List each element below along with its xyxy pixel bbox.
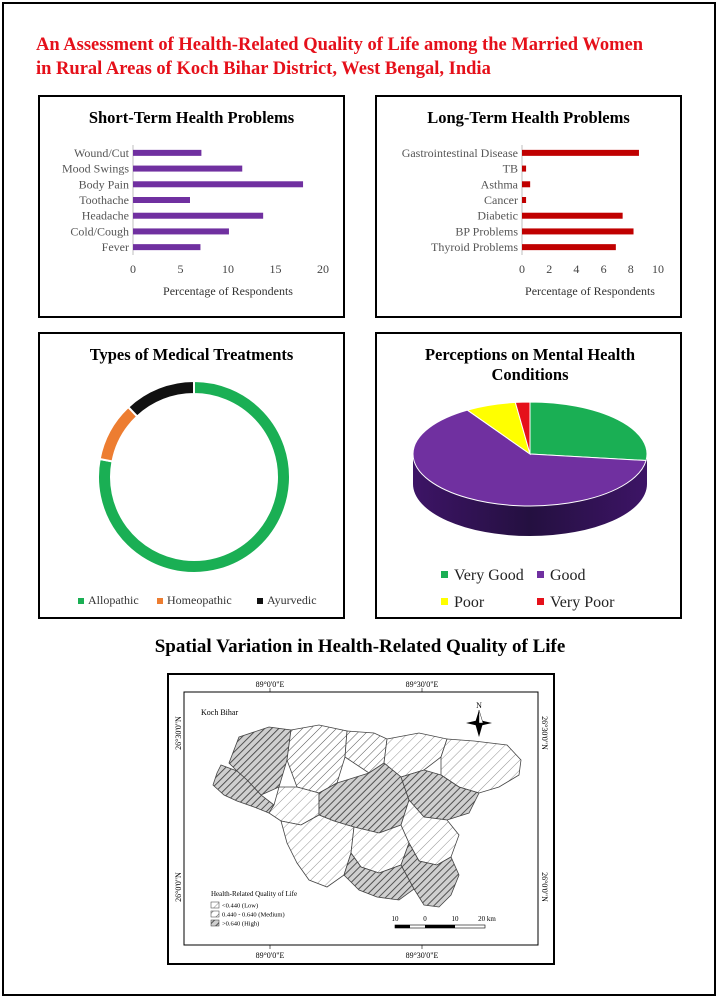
short-term-panel xyxy=(38,95,345,318)
bar xyxy=(522,197,526,203)
bar xyxy=(522,166,526,172)
y-tick-label: Fever xyxy=(101,240,129,255)
map-region xyxy=(281,815,354,887)
legend-label: Very Poor xyxy=(550,594,615,611)
bar xyxy=(133,213,263,219)
bar xyxy=(522,150,639,156)
y-tick-label: Gastrointestinal Disease xyxy=(401,145,518,160)
bar xyxy=(133,197,190,203)
map-figure xyxy=(169,675,553,963)
bar xyxy=(133,244,200,250)
y-tick-label: Asthma xyxy=(480,177,518,192)
legend-swatch xyxy=(78,598,84,604)
map-legend xyxy=(211,890,297,928)
x-tick-label: 6 xyxy=(600,262,607,276)
map-scale-bar xyxy=(392,915,497,928)
map-regions xyxy=(213,725,521,907)
x-tick-label: 10 xyxy=(222,262,234,276)
legend-label: Allopathic xyxy=(88,593,139,607)
poster-title-line1: An Assessment of Health-Related Quality of Life among the Married Women xyxy=(36,35,644,55)
legend-label: Ayurvedic xyxy=(267,593,317,607)
x-axis-label: Percentage of Respondents xyxy=(525,284,655,298)
map-legend-item-low: <0.440 (Low) xyxy=(222,902,259,910)
scale-label-4: 20 km xyxy=(478,915,496,923)
lat-label-right-2: 26°0'0"N xyxy=(540,872,549,902)
lat-label-left-1: 26°30'0"N xyxy=(174,716,183,750)
long-term-chart xyxy=(377,97,680,316)
y-tick-label: Cancer xyxy=(484,193,518,207)
map-place-label: Koch Bihar xyxy=(201,708,239,717)
map-legend-title: Health-Related Quality of Life xyxy=(211,890,298,898)
legend-swatch xyxy=(157,598,163,604)
y-tick-label: Toothache xyxy=(79,193,129,207)
bar xyxy=(522,181,530,187)
legend-label: Poor xyxy=(454,594,485,611)
y-tick-label: Thyroid Problems xyxy=(431,240,518,255)
bar xyxy=(133,166,242,172)
legend-swatch xyxy=(441,571,448,578)
lat-label-left-2: 26°0'0"N xyxy=(174,872,183,902)
long-term-title: Long-Term Health Problems xyxy=(427,108,630,127)
donut-slice xyxy=(100,407,137,461)
y-tick-label: Cold/Cough xyxy=(70,224,129,239)
lat-label-right-1: 26°30'0"N xyxy=(540,716,549,750)
north-label: N xyxy=(476,701,482,710)
treatment-panel xyxy=(38,332,345,619)
mental-health-panel xyxy=(375,332,682,619)
bar xyxy=(522,213,623,219)
mental-health-chart xyxy=(377,334,680,617)
map-legend-item-high: >0.640 (High) xyxy=(222,920,260,928)
x-tick-label: 0 xyxy=(519,262,525,276)
lon-label-bottom-1: 89°0'0"E xyxy=(255,951,285,960)
poster-title-line2: in Rural Areas of Koch Bihar District, West Bengal, India xyxy=(36,59,491,79)
x-tick-label: 5 xyxy=(177,262,184,276)
short-term-title: Short-Term Health Problems xyxy=(88,108,295,127)
y-tick-label: Diabetic xyxy=(477,208,518,223)
legend-label: Homeopathic xyxy=(167,593,232,607)
legend-swatch xyxy=(441,598,448,605)
x-tick-label: 20 xyxy=(317,262,329,276)
x-tick-label: 10 xyxy=(652,262,664,276)
x-tick-label: 15 xyxy=(269,262,282,276)
x-tick-label: 4 xyxy=(573,262,580,276)
long-term-panel xyxy=(375,95,682,318)
y-tick-label: Body Pain xyxy=(78,177,129,192)
poster-title xyxy=(36,33,696,81)
bar xyxy=(133,181,303,187)
donut-slice xyxy=(128,381,194,416)
x-tick-label: 0 xyxy=(130,262,136,276)
bar xyxy=(133,150,201,156)
legend-label: Good xyxy=(550,567,586,584)
legend-swatch xyxy=(537,598,544,605)
bar xyxy=(522,228,634,234)
x-axis-label: Percentage of Respondents xyxy=(163,284,293,298)
x-tick-label: 8 xyxy=(627,262,634,276)
y-tick-label: BP Problems xyxy=(455,224,518,239)
y-tick-label: Mood Swings xyxy=(61,161,129,176)
y-tick-label: TB xyxy=(502,161,518,176)
map-legend-item-medium: 0.440 - 0.640 (Medium) xyxy=(222,911,285,919)
scale-label-3: 10 xyxy=(451,915,459,923)
treatment-chart xyxy=(40,334,343,617)
treatment-title: Types of Medical Treatments xyxy=(89,345,294,364)
lon-label-top-2: 89°30'0"E xyxy=(405,680,439,689)
y-tick-label: Wound/Cut xyxy=(73,145,129,160)
legend-swatch xyxy=(257,598,263,604)
map-panel xyxy=(167,673,555,965)
map-title: Spatial Variation in Health-Related Quality of Life xyxy=(154,636,566,657)
scale-label-1: 10 xyxy=(391,915,399,923)
lon-label-top-1: 89°0'0"E xyxy=(255,680,285,689)
north-arrow-icon xyxy=(466,701,492,737)
legend-swatch xyxy=(537,571,544,578)
short-term-chart xyxy=(40,97,343,316)
y-tick-label: Headache xyxy=(81,208,129,223)
mental-health-title: Perceptions on Mental Health Conditions xyxy=(424,345,636,384)
legend-label: Very Good xyxy=(454,567,524,584)
bar xyxy=(133,228,229,234)
x-tick-label: 2 xyxy=(546,262,553,276)
scale-label-2: 0 xyxy=(423,915,427,923)
bar xyxy=(522,244,616,250)
lon-label-bottom-2: 89°30'0"E xyxy=(405,951,439,960)
pie-slice xyxy=(530,402,647,461)
